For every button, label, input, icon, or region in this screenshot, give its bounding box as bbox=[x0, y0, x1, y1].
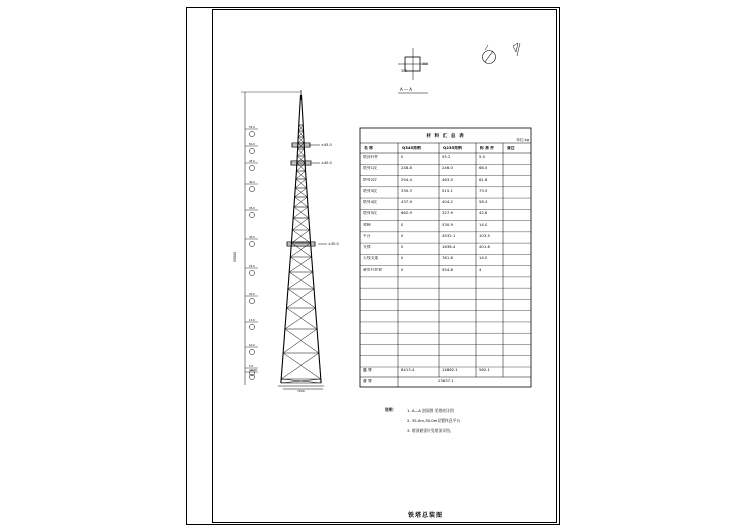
table-row-label: 爬梯 bbox=[363, 222, 371, 227]
height-dimension bbox=[233, 92, 300, 385]
tower-brace bbox=[287, 289, 315, 308]
table-cell: 662.9 bbox=[401, 211, 412, 216]
elevation-marker bbox=[245, 292, 258, 304]
tower-brace bbox=[295, 179, 306, 188]
elevation-marker bbox=[245, 235, 258, 247]
table-row-label: 塔身4段 bbox=[363, 200, 377, 204]
table-cell: 14.0 bbox=[479, 222, 488, 227]
elevation-marker bbox=[245, 264, 258, 276]
base-dimension bbox=[283, 389, 323, 393]
table-cell: 327.9 bbox=[442, 211, 453, 216]
table-header: Q345角钢 bbox=[402, 146, 421, 150]
table-cell: 554.8 bbox=[442, 267, 453, 272]
elevation-marker bbox=[245, 343, 258, 355]
table-header: Q235角钢 bbox=[443, 146, 462, 150]
table-cell: 437.9 bbox=[401, 200, 412, 204]
tower-brace bbox=[285, 329, 319, 353]
subtotal-value: 562.1 bbox=[479, 368, 490, 372]
table-row-label: 塔顶杆件 bbox=[363, 155, 379, 159]
total-value: 23837.1 bbox=[438, 379, 454, 383]
subtotal-value: 8413.4 bbox=[401, 368, 415, 372]
tower-brace bbox=[295, 197, 308, 207]
table-cell: 530.9 bbox=[442, 222, 453, 227]
tower-brace bbox=[294, 207, 309, 218]
drawing-title: 铁塔总装图 bbox=[408, 512, 444, 519]
elevation-label: 45.0 bbox=[249, 160, 255, 163]
tower-brace bbox=[291, 230, 309, 243]
table-cell: 73.5 bbox=[479, 188, 488, 193]
table-cell: 42.8 bbox=[479, 211, 488, 216]
table-unit: 单位:kg bbox=[516, 138, 529, 142]
tower-base bbox=[278, 383, 324, 386]
table-cell: 55.2 bbox=[442, 155, 451, 159]
table-cell: 0 bbox=[401, 222, 404, 227]
table-row-label: 塔身2段 bbox=[363, 177, 377, 182]
tower-brace bbox=[294, 197, 307, 207]
tower-brace bbox=[297, 163, 306, 171]
tower-brace bbox=[293, 218, 310, 230]
table-cell: 103.5 bbox=[479, 233, 490, 238]
elevation-marker bbox=[245, 318, 258, 330]
tower-brace bbox=[281, 353, 319, 379]
elevation-label: ±0.00 bbox=[249, 369, 257, 372]
elevation-marker bbox=[245, 368, 258, 380]
table-cell: 5.0 bbox=[479, 155, 486, 159]
material-summary-table bbox=[360, 128, 531, 387]
elevation-label: 50.0 bbox=[249, 143, 255, 146]
table-cell: 761.6 bbox=[442, 256, 453, 261]
tower-leg-right bbox=[302, 95, 322, 383]
tower-brace bbox=[295, 188, 307, 197]
subtotal-value: 14862.1 bbox=[442, 368, 458, 372]
elevation-marker bbox=[245, 142, 258, 154]
table-cell: 4532.1 bbox=[442, 233, 456, 238]
elevation-label: 30.0 bbox=[249, 236, 255, 239]
section-dim-right: 300 bbox=[422, 62, 429, 66]
elevation-label: 20.0 bbox=[249, 293, 255, 296]
compass-icon bbox=[483, 43, 521, 64]
subtotal-label: 总 计 bbox=[363, 368, 372, 372]
tower-brace bbox=[290, 243, 310, 257]
table-row-label: 避雷针装置 bbox=[363, 267, 382, 272]
table-cell: 404.2 bbox=[442, 200, 453, 204]
tower-leg-left bbox=[281, 95, 301, 383]
svg-text:±30.0: ±30.0 bbox=[328, 242, 339, 246]
table-cell: 14.0 bbox=[479, 256, 488, 261]
table-cell: 463.0 bbox=[442, 177, 453, 182]
tower-brace bbox=[290, 257, 312, 272]
table-header: 名 称 bbox=[364, 146, 373, 150]
table-row-label: 塔身1段 bbox=[363, 166, 377, 171]
table-cell: 330.3 bbox=[401, 188, 412, 193]
table-cell: 61.8 bbox=[479, 177, 488, 182]
table-cell: 58.4 bbox=[479, 200, 488, 204]
tower-brace bbox=[283, 353, 321, 379]
note-item: 2. 35.0m,30.0m设置休息平台 bbox=[407, 418, 461, 423]
tower-brace bbox=[296, 163, 305, 171]
table-cell: 294.4 bbox=[401, 177, 412, 182]
table-header: 标 准 件 bbox=[480, 146, 495, 150]
tower-brace bbox=[292, 230, 310, 243]
elevation-markers bbox=[245, 125, 258, 380]
table-row-label: 天线支架 bbox=[363, 256, 379, 261]
table-cell: 515.1 bbox=[442, 188, 453, 193]
section-a-a-detail bbox=[398, 48, 428, 93]
table-cell: 248.8 bbox=[401, 166, 412, 171]
elevation-marker bbox=[245, 125, 258, 137]
tower-brace bbox=[287, 308, 318, 329]
tower-brace bbox=[292, 218, 309, 230]
table-row-label: 塔身3段 bbox=[363, 188, 377, 193]
elevation-marker bbox=[245, 159, 258, 171]
tower-brace bbox=[288, 289, 316, 308]
table-row-label: 支撑 bbox=[363, 245, 371, 249]
table-cell: 0 bbox=[401, 233, 404, 238]
elevation-label: 5.0 bbox=[249, 365, 254, 368]
total-height: 55000 bbox=[233, 251, 237, 262]
table-cell: 1636.4 bbox=[442, 245, 456, 249]
note-item: 3. 塔顶避雷针见塔顶详图。 bbox=[407, 428, 454, 433]
svg-text:7000: 7000 bbox=[297, 389, 305, 393]
table-cell: 401.6 bbox=[479, 245, 490, 249]
tower-brace bbox=[296, 171, 306, 179]
side-label-low bbox=[318, 242, 339, 246]
elevation-label: 15.0 bbox=[249, 319, 255, 322]
tower-brace bbox=[293, 207, 308, 218]
elevation-label: 10.0 bbox=[249, 344, 255, 347]
elevation-label: 40.0 bbox=[249, 181, 255, 184]
table-cell: 0 bbox=[401, 267, 404, 272]
total-label: 合 计 bbox=[363, 379, 372, 383]
table-cell: 0 bbox=[401, 245, 404, 249]
tower-brace bbox=[296, 171, 306, 179]
table-cell: 0 bbox=[401, 155, 404, 159]
table-row-label: 平台 bbox=[363, 233, 371, 238]
table-cell: 246.0 bbox=[442, 166, 453, 171]
side-label-mid bbox=[312, 161, 332, 165]
tower-brace bbox=[283, 329, 317, 353]
side-label-top bbox=[310, 143, 332, 147]
tower-brace bbox=[288, 272, 313, 289]
notes-label: 说明： bbox=[385, 407, 397, 412]
table-title: 材 料 汇 总 表 bbox=[426, 133, 465, 139]
section-label: A — A bbox=[400, 87, 413, 92]
section-dim-left: 300 bbox=[401, 69, 408, 73]
tower-brace bbox=[295, 188, 307, 197]
tower-brace bbox=[291, 243, 311, 257]
table-header: 备注 bbox=[507, 146, 515, 150]
tower-brace bbox=[289, 257, 311, 272]
elevation-marker bbox=[245, 206, 258, 218]
table-cell: 0 bbox=[401, 256, 404, 261]
tower-brace bbox=[285, 308, 316, 329]
table-row-label: 塔身5段 bbox=[363, 211, 377, 216]
tower-brace bbox=[296, 179, 307, 188]
elevation-label: 25.0 bbox=[249, 265, 255, 268]
elevation-marker bbox=[245, 180, 258, 192]
svg-text:±45.0: ±45.0 bbox=[321, 143, 332, 147]
note-item: 1. A—A 剖面图 见塔底详图 bbox=[407, 408, 454, 413]
table-cell: 68.5 bbox=[479, 166, 488, 171]
tower-elevation bbox=[278, 90, 324, 386]
svg-text:±40.0: ±40.0 bbox=[321, 161, 332, 165]
elevation-label: 35.0 bbox=[249, 207, 255, 210]
elevation-label: 55.0 bbox=[249, 126, 255, 129]
table-cell: 4 bbox=[479, 267, 482, 272]
tower-brace bbox=[289, 272, 314, 289]
